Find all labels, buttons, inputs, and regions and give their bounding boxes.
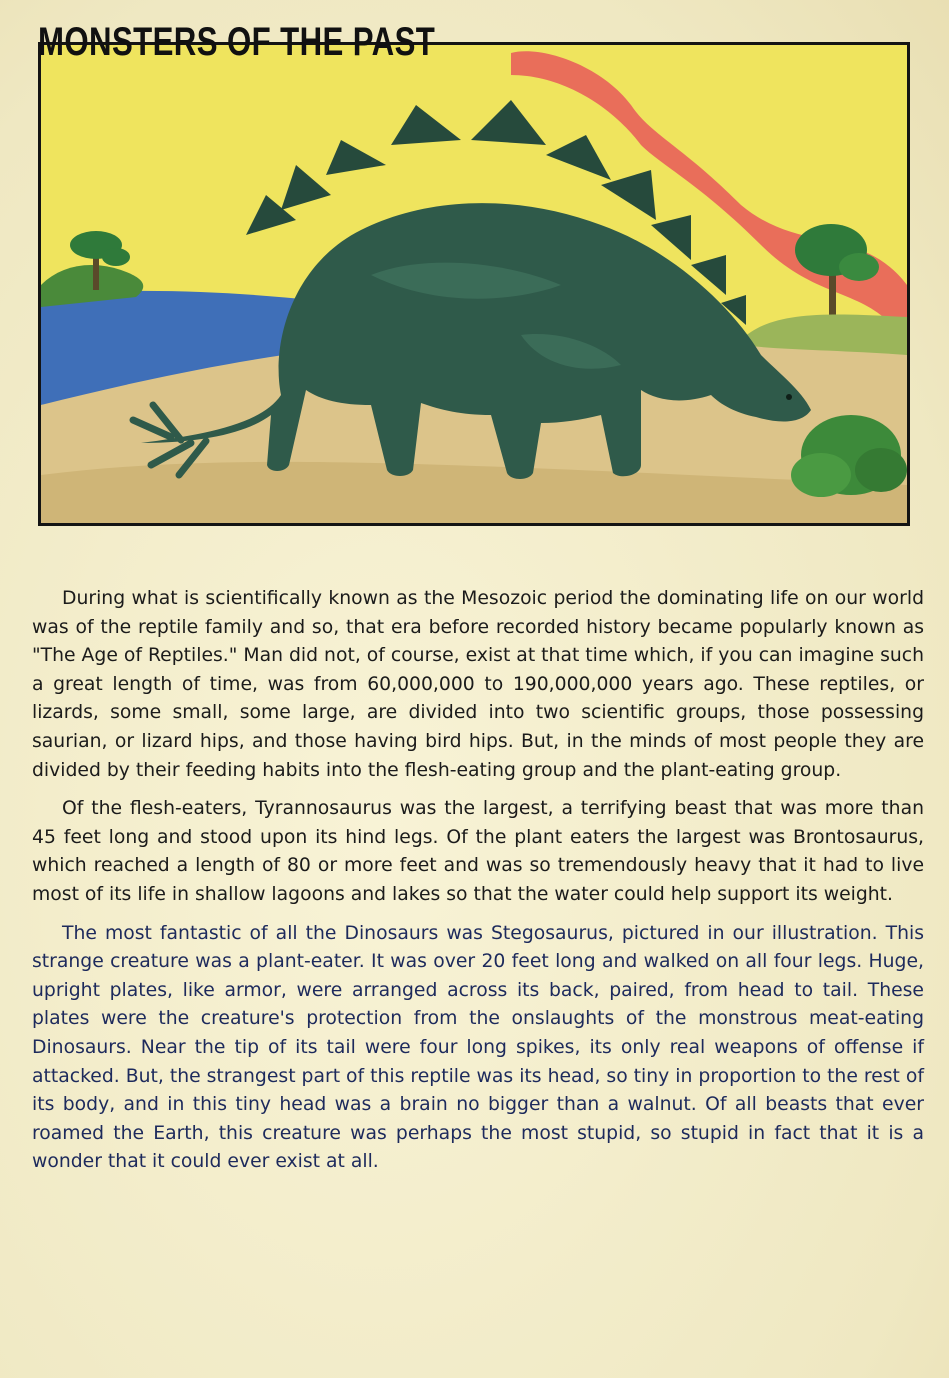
- article-paragraph: Of the flesh-eaters, Tyrannosaurus was the largest, a terrifying beast that was more than 45 feet long and stood upon its hind legs. Of the plant eaters the largest was Brontosaurus, which reached a length of 80 or more feet and was so tremendously heavy that it had to live most of its life in shallow lagoons and lakes so that the water could help support its weight.: [32, 798, 924, 905]
- article-paragraph: The most fantastic of all the Dinosaurs was Stegosaurus, pictured in our illustration. This strange creature was a plant-eater. It was over 20 feet long and walked on all four legs. Huge, upright plates, like armor, were arranged across its back, paired, from head to tail. These plates were the creature's protection from the onslaughts of the monstrous meat-eating Dinosaurs. Near the tip of its tail were four long spikes, its only real weapons of offense if attacked. But, the strangest part of this reptile was its head, so tiny in proportion to the rest of its body, and in this tiny head was a brain no bigger than a walnut. Of all beasts that ever roamed the Earth, this creature was perhaps the most stupid, so stupid in fact that it is a wonder that it could ever exist at all.: [32, 922, 924, 1173]
- article-paragraph: During what is scientifically known as the Mesozoic period the dominating life on our world was of the reptile family and so, that era before recorded history became popularly known as "The Age of Reptiles." Man did not, of course, exist at that time which, if you can imagine such a great length of time, was from 60,000,000 to 190,000,000 years ago. These reptiles, or lizards, some small, some large, are divided into two scientific groups, those possessing saurian, or lizard hips, and those having bird hips. But, in the minds of most people they are divided by their feeding habits into the flesh-eating group and the plant-eating group.: [32, 588, 924, 781]
- illustration-panel: [38, 42, 910, 526]
- panel-title: MONSTERS OF THE PAST: [38, 20, 436, 64]
- stegosaurus-eye: [786, 394, 792, 400]
- stegosaurus-illustration: [41, 45, 907, 523]
- article-body: [32, 585, 924, 1187]
